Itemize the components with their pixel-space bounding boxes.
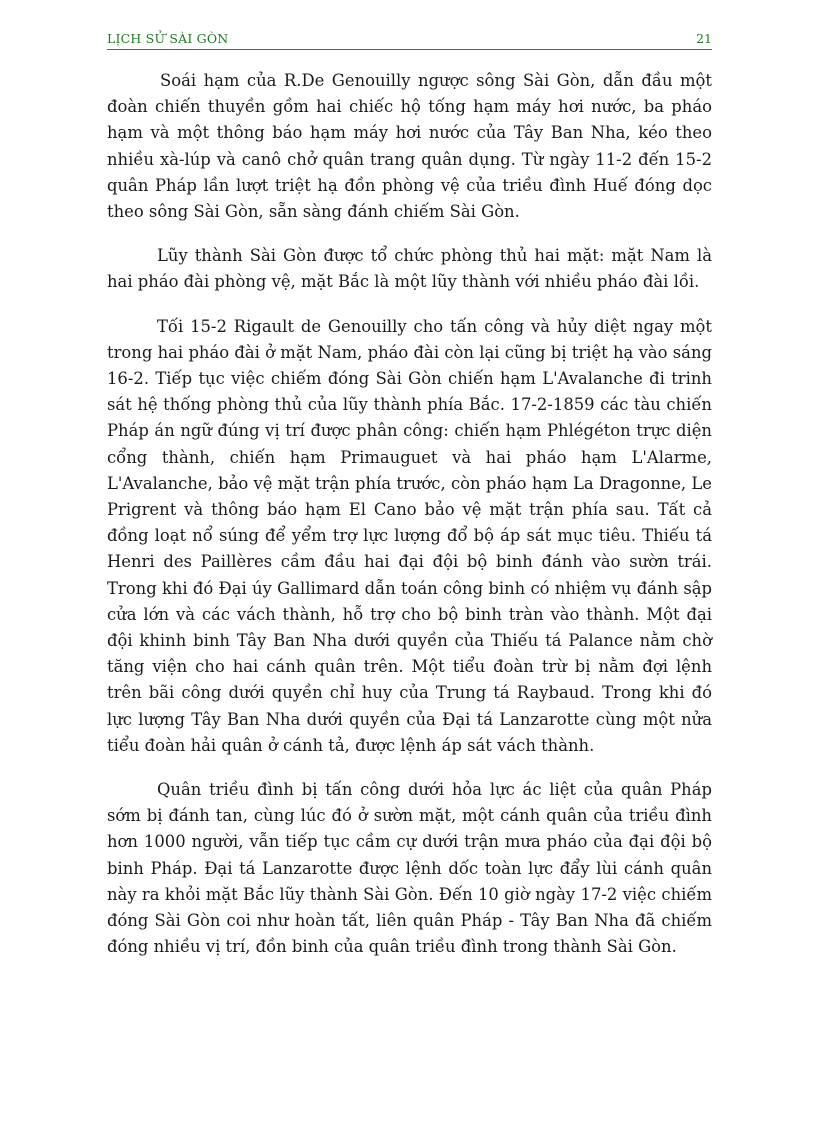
paragraph-1: Soái hạm của R.De Genouilly ngược sông Sài Gòn, dẫn đầu một đoàn chiến thuyền gồm hai chiếc hộ tống hạm máy hơi nước, ba pháo hạm và một thông báo hạm máy hơi nước của Tây Ban Nha, kéo theo nhiều xà-lúp và canô chở quân trang quân dụng. Từ ngày 11-2 đến 15-2 quân Pháp lần lượt triệt hạ đồn phòng vệ của triều đình Huế đóng dọc theo sông Sài Gòn, sẵn sàng đánh chiếm Sài Gòn. [107, 71, 712, 222]
body-text [107, 68, 712, 979]
page-header [107, 29, 712, 50]
paragraph-3: Tối 15-2 Rigault de Genouilly cho tấn công và hủy diệt ngay một trong hai pháo đài ở mặt Nam, pháo đài còn lại cũng bị triệt hạ vào sáng 16-2. Tiếp tục việc chiếm đóng Sài Gòn chiến hạm L'Avalanche đi trinh sát hệ thống phòng thủ của lũy thành phía Bắc. 17-2-1859 các tàu chiến Pháp án ngữ đúng vị trí được phân công: chiến hạm Phlégéton trực diện cổng thành, chiến hạm Primauguet và hai pháo hạm L'Alarme, L'Avalanche, bảo vệ mặt trận phía trước, còn pháo hạm La Dragonne, Le Prigrent và thông báo hạm El Cano bảo vệ mặt trận phía sau. Tất cả đồng loạt nổ súng để yểm trợ lực lượng đổ bộ áp sát mục tiêu. Thiếu tá Henri des Paillères cầm đầu hai đại đội bộ binh đánh vào sườn trái. Trong khi đó Đại úy Gallimard dẫn toán công binh có nhiệm vụ đánh sập cửa lớn và các vách thành, hỗ trợ cho bộ binh tràn vào thành. Một đại đội khinh binh Tây Ban Nha dưới quyền của Thiếu tá Palance nằm chờ tăng viện cho hai cánh quân trên. Một tiểu đoàn trừ bị nằm đợi lệnh trên bãi công dưới quyền chỉ huy của Trung tá Raybaud. Trong khi đó lực lượng Tây Ban Nha dưới quyền của Đại tá Lanzarotte cùng một nửa tiểu đoàn hải quân ở cánh tả, được lệnh áp sát vách thành. [107, 316, 712, 755]
running-header-title: LỊCH SỬ SÀI GÒN [107, 31, 229, 46]
page-number: 21 [696, 31, 712, 46]
paragraph-4: Quân triều đình bị tấn công dưới hỏa lực ác liệt của quân Pháp sớm bị đánh tan, cùng lúc đó ở sườn mặt, một cánh quân của triều đình hơn 1000 người, vẫn tiếp tục cầm cự dưới trận mưa pháo của đại đội bộ binh Pháp. Đại tá Lanzarotte được lệnh dốc toàn lực đẩy lùi cánh quân này ra khỏi mặt Bắc lũy thành Sài Gòn. Đến 10 giờ ngày 17-2 việc chiếm đóng Sài Gòn coi như hoàn tất, liên quân Pháp - Tây Ban Nha đã chiếm đóng nhiều vị trí, đồn binh của quân triều đình trong thành Sài Gòn. [107, 780, 712, 957]
paragraph-2: Lũy thành Sài Gòn được tổ chức phòng thủ hai mặt: mặt Nam là hai pháo đài phòng vệ, mặt Bắc là một lũy thành với nhiều pháo đài lồi. [107, 246, 712, 292]
